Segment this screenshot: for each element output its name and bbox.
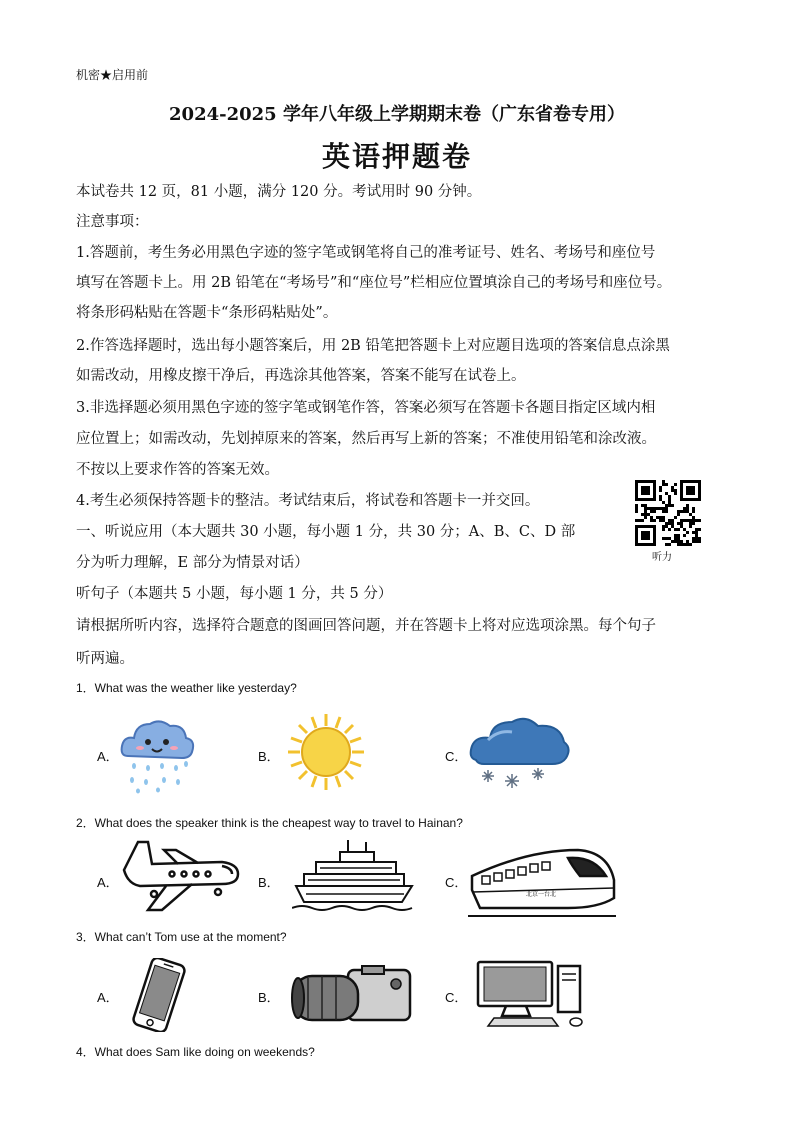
ship-icon bbox=[292, 838, 416, 914]
camera-icon bbox=[288, 964, 416, 1026]
instructions-cont: 听两遍。 bbox=[76, 651, 134, 667]
option-c-label: C． bbox=[445, 749, 468, 764]
airplane-icon bbox=[118, 836, 242, 914]
computer-icon bbox=[472, 958, 590, 1028]
note-line: 填写在答题卡上。用 2B 铅笔在“考场号”和“座位号”栏相应位置填涂自己的考场号和座位号。 bbox=[76, 275, 672, 291]
question-1: 1．What was the weather like yesterday? bbox=[76, 681, 297, 695]
sun-icon bbox=[286, 712, 366, 792]
option-a-label: A． bbox=[97, 875, 119, 890]
note-line: 4.考生必须保持答题卡的整洁。考试结束后，将试卷和答题卡一并交回。 bbox=[76, 493, 540, 509]
question-2: 2．What does the speaker think is the cheapest way to travel to Hainan? bbox=[76, 816, 463, 830]
note-line: 1.答题前，考生务必用黑色字迹的签字笔或钢笔将自己的准考证号、姓名、考场号和座位号 bbox=[76, 245, 656, 261]
option-b-label: B． bbox=[258, 990, 280, 1005]
option-b-label: B． bbox=[258, 749, 280, 764]
rain-cloud-icon bbox=[118, 710, 196, 794]
snow-cloud-icon bbox=[468, 710, 572, 794]
question-4: 4．What does Sam like doing on weekends? bbox=[76, 1045, 315, 1059]
phone-icon bbox=[124, 958, 194, 1032]
section-heading: 一、听说应用（本大题共 30 小题，每小题 1 分，共 30 分；A、B、C、D 部 bbox=[76, 524, 576, 540]
instructions: 请根据所听内容，选择符合题意的图画回答问题，并在答题卡上将对应选项涂黑。每个句子 bbox=[76, 618, 656, 634]
note-line: 应位置上；如需改动，先划掉原来的答案，然后再写上新的答案；不准使用铅笔和涂改液。 bbox=[76, 431, 656, 447]
option-c-label: C． bbox=[445, 990, 468, 1005]
part-heading: 听句子（本题共 5 小题，每小题 1 分，共 5 分） bbox=[76, 586, 393, 602]
notes-heading: 注意事项： bbox=[76, 214, 149, 230]
option-c-label: C． bbox=[445, 875, 468, 890]
qr-code-icon[interactable] bbox=[635, 480, 701, 546]
note-line: 将条形码粘贴在答题卡“条形码粘贴处”。 bbox=[76, 305, 338, 321]
option-a-label: A． bbox=[97, 749, 119, 764]
exam-title: 2024-2025 学年八年级上学期期末卷（广东省卷专用） bbox=[169, 104, 625, 125]
note-line: 不按以上要求作答的答案无效。 bbox=[76, 462, 279, 478]
intro-text: 本试卷共 12 页，81 小题，满分 120 分。考试用时 90 分钟。 bbox=[76, 184, 482, 200]
exam-subtitle: 英语押题卷 bbox=[321, 140, 472, 173]
option-b-label: B． bbox=[258, 875, 280, 890]
qr-label: 听力 bbox=[652, 552, 672, 563]
train-icon bbox=[468, 836, 616, 920]
confidential-label: 机密★启用前 bbox=[76, 68, 149, 82]
question-3: 3．What can’t Tom use at the moment? bbox=[76, 930, 287, 944]
note-line: 如需改动，用橡皮擦干净后，再选涂其他答案，答案不能写在试卷上。 bbox=[76, 368, 526, 384]
note-line: 2.作答选择题时，选出每小题答案后，用 2B 铅笔把答题卡上对应题目选项的答案信息点涂黑 bbox=[76, 338, 670, 354]
train-sign: 北京一台北 bbox=[526, 892, 557, 898]
section-heading-cont: 分为听力理解，E 部分为情景对话） bbox=[76, 555, 309, 571]
note-line: 3.非选择题必须用黑色字迹的签字笔或钢笔作答，答案必须写在答题卡各题目指定区域内相 bbox=[76, 400, 656, 416]
option-a-label: A． bbox=[97, 990, 119, 1005]
